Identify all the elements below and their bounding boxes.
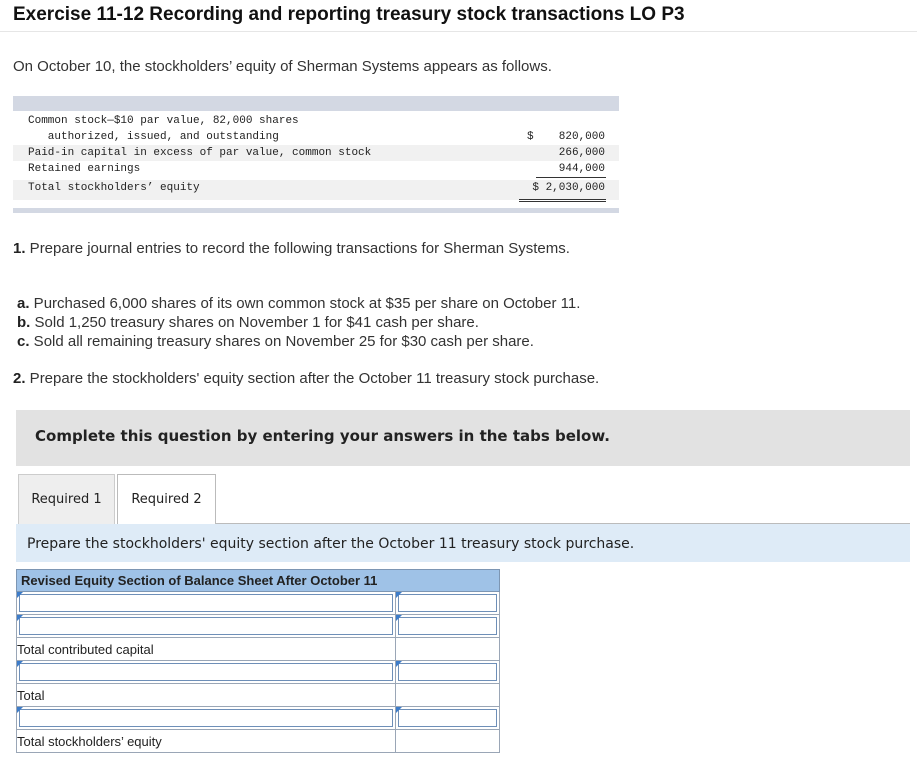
page-title: Exercise 11-12 Recording and reporting treasury stock transactions LO P3 <box>13 4 685 25</box>
account-input[interactable] <box>19 663 393 681</box>
amount-cell[interactable] <box>396 592 500 615</box>
amount-input[interactable] <box>398 594 497 612</box>
tab-required-1[interactable]: Required 1 <box>18 474 115 524</box>
table-header-row <box>17 570 500 592</box>
account-input[interactable] <box>19 709 393 727</box>
table-row <box>17 707 500 730</box>
tab-bar <box>16 474 910 524</box>
amount-cell[interactable] <box>396 638 500 661</box>
dropdown-marker-icon <box>396 707 402 713</box>
dropdown-marker-icon <box>396 592 402 598</box>
amount-cell[interactable] <box>396 684 500 707</box>
banner-text: Complete this question by entering your answers in the tabs below. <box>35 427 610 445</box>
table-row <box>17 638 500 661</box>
list-item: c. Sold all remaining treasury shares on November 25 for $30 cash per share. <box>17 333 534 350</box>
account-dropdown[interactable] <box>17 707 396 730</box>
total-contributed-label: Total contributed capital <box>17 638 396 661</box>
intro-text: On October 10, the stockholders’ equity of Sherman Systems appears as follows. <box>13 58 552 75</box>
dropdown-marker-icon <box>17 615 23 621</box>
account-input[interactable] <box>19 594 393 612</box>
dropdown-marker-icon <box>17 661 23 667</box>
account-dropdown[interactable] <box>17 661 396 684</box>
list-item: b. Sold 1,250 treasury shares on November 1 for $41 cash per share. <box>17 314 479 331</box>
tab-required-2[interactable]: Required 2 <box>117 474 216 524</box>
total-equity-label: Total stockholders’ equity <box>17 730 396 753</box>
statement-label: Total stockholders’ equity <box>28 182 200 194</box>
table-row <box>17 592 500 615</box>
question-1: 1. Prepare journal entries to record the following transactions for Sherman Systems. <box>13 240 570 257</box>
statement-label: Common stock—$10 par value, 82,000 shares <box>28 115 299 127</box>
tab-instruction <box>16 524 910 562</box>
statement-top-bar <box>13 96 619 111</box>
equity-section-table <box>16 569 500 753</box>
table-header: Revised Equity Section of Balance Sheet After October 11 <box>17 570 500 592</box>
instruction-text: Prepare the stockholders' equity section after the October 11 treasury stock purchase. <box>27 536 635 552</box>
statement-amount: 944,000 <box>558 163 605 175</box>
table-row <box>17 661 500 684</box>
table-row <box>17 615 500 638</box>
question-2: 2. Prepare the stockholders' equity section after the October 11 treasury stock purchase. <box>13 370 600 387</box>
equity-statement <box>13 96 619 213</box>
transaction-list <box>17 294 580 351</box>
statement-label: authorized, issued, and outstanding <box>28 131 279 143</box>
amount-cell[interactable] <box>396 615 500 638</box>
statement-label: Paid-in capital in excess of par value, common stock <box>28 147 372 159</box>
account-input[interactable] <box>19 617 393 635</box>
statement-row-paid-in <box>13 145 619 161</box>
dropdown-marker-icon <box>17 707 23 713</box>
list-item: a. Purchased 6,000 shares of its own common stock at $35 per share on October 11. <box>17 295 581 312</box>
total-label: Total <box>17 684 396 707</box>
amount-input[interactable] <box>398 709 497 727</box>
dropdown-marker-icon <box>396 661 402 667</box>
statement-amount: 820,000 <box>558 131 605 143</box>
subtotal-underline <box>536 177 606 178</box>
statement-row-common-stock-cont <box>13 129 619 145</box>
statement-amount: $ 2,030,000 <box>532 182 605 194</box>
title-divider <box>0 31 917 32</box>
dollar-sign: $ <box>527 131 534 143</box>
total-double-underline <box>519 201 606 202</box>
dropdown-marker-icon <box>396 615 402 621</box>
account-dropdown[interactable] <box>17 615 396 638</box>
amount-input[interactable] <box>398 617 497 635</box>
account-dropdown[interactable] <box>17 592 396 615</box>
statement-row-common-stock <box>13 113 619 129</box>
statement-bottom-bar <box>13 208 619 213</box>
total-double-underline <box>519 199 606 200</box>
amount-cell[interactable] <box>396 730 500 753</box>
statement-row-retained <box>13 161 619 177</box>
amount-cell[interactable] <box>396 661 500 684</box>
dropdown-marker-icon <box>17 592 23 598</box>
statement-row-total <box>13 180 619 200</box>
table-row <box>17 730 500 753</box>
amount-cell[interactable] <box>396 707 500 730</box>
statement-amount: 266,000 <box>558 147 605 159</box>
amount-input[interactable] <box>398 663 497 681</box>
table-row <box>17 684 500 707</box>
statement-label: Retained earnings <box>28 163 141 175</box>
instructions-banner <box>16 410 910 466</box>
